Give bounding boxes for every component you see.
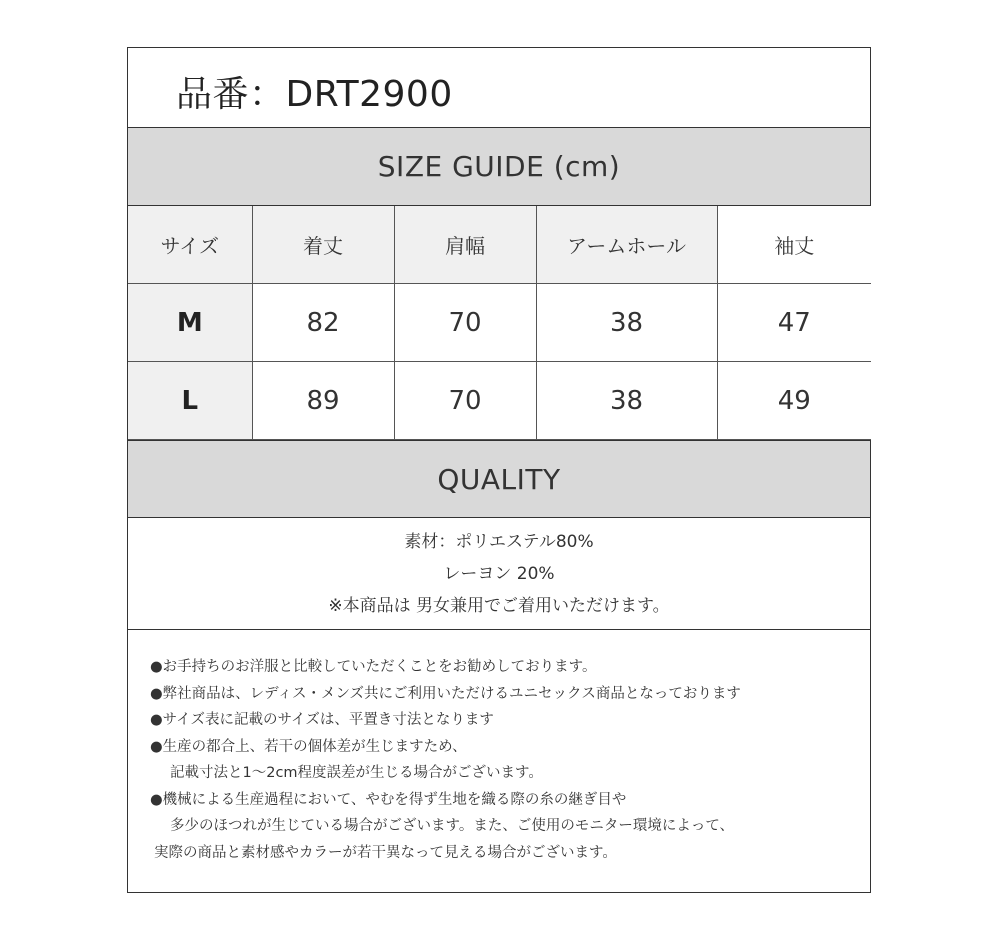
- header-shoulder: 肩幅: [394, 206, 536, 284]
- table-cell: 70: [394, 362, 536, 440]
- table-cell: 89: [252, 362, 394, 440]
- material-line: レーヨン 20%: [443, 564, 555, 584]
- product-code: 品番：DRT2900: [176, 74, 453, 115]
- size-table: [128, 206, 871, 440]
- note-line: ●サイズ表に記載のサイズは、平置き寸法となります: [150, 712, 494, 728]
- product-code-section: [128, 48, 870, 128]
- material-section: [128, 518, 870, 630]
- note-line: 記載寸法と1～2cm程度誤差が生じる場合がございます。: [170, 765, 543, 781]
- table-cell: 70: [394, 284, 536, 362]
- note-line: 実際の商品と素材感やカラーが若干異なって見える場合がございます。: [154, 844, 617, 861]
- size-label: M: [128, 284, 252, 362]
- size-label: L: [128, 362, 252, 440]
- material-line: 素材：ポリエステル80%: [404, 532, 594, 552]
- header-armhole: アームホール: [536, 206, 717, 284]
- unisex-note: ※本商品は 男女兼用でご着用いただけます。: [328, 596, 670, 616]
- table-row: [128, 284, 871, 362]
- table-cell: 49: [717, 362, 871, 440]
- quality-title: QUALITY: [128, 440, 870, 518]
- size-table-header-row: [128, 206, 871, 284]
- header-length: 着丈: [252, 206, 394, 284]
- note-line: ●機械による生産過程において、やむを得ず生地を織る際の糸の継ぎ目や: [150, 791, 627, 808]
- table-cell: 82: [252, 284, 394, 362]
- header-size: サイズ: [128, 206, 252, 284]
- table-cell: 47: [717, 284, 871, 362]
- header-sleeve: 袖丈: [717, 206, 871, 284]
- table-row: [128, 362, 871, 440]
- note-line: ●生産の都合上、若干の個体差が生じますため、: [150, 738, 467, 755]
- table-cell: 38: [536, 284, 717, 362]
- notes-list: [150, 654, 741, 866]
- table-cell: 38: [536, 362, 717, 440]
- size-guide-title: SIZE GUIDE (cm): [128, 128, 870, 206]
- product-info-card: [127, 47, 871, 893]
- note-line: ●お手持ちのお洋服と比較していただくことをお勧めしております。: [150, 659, 597, 675]
- note-line: 多少のほつれが生じている場合がございます。また、ご使用のモニター環境によって、: [170, 818, 735, 834]
- note-line: ●弊社商品は、レディス・メンズ共にご利用いただけるユニセックス商品となっております: [150, 685, 741, 702]
